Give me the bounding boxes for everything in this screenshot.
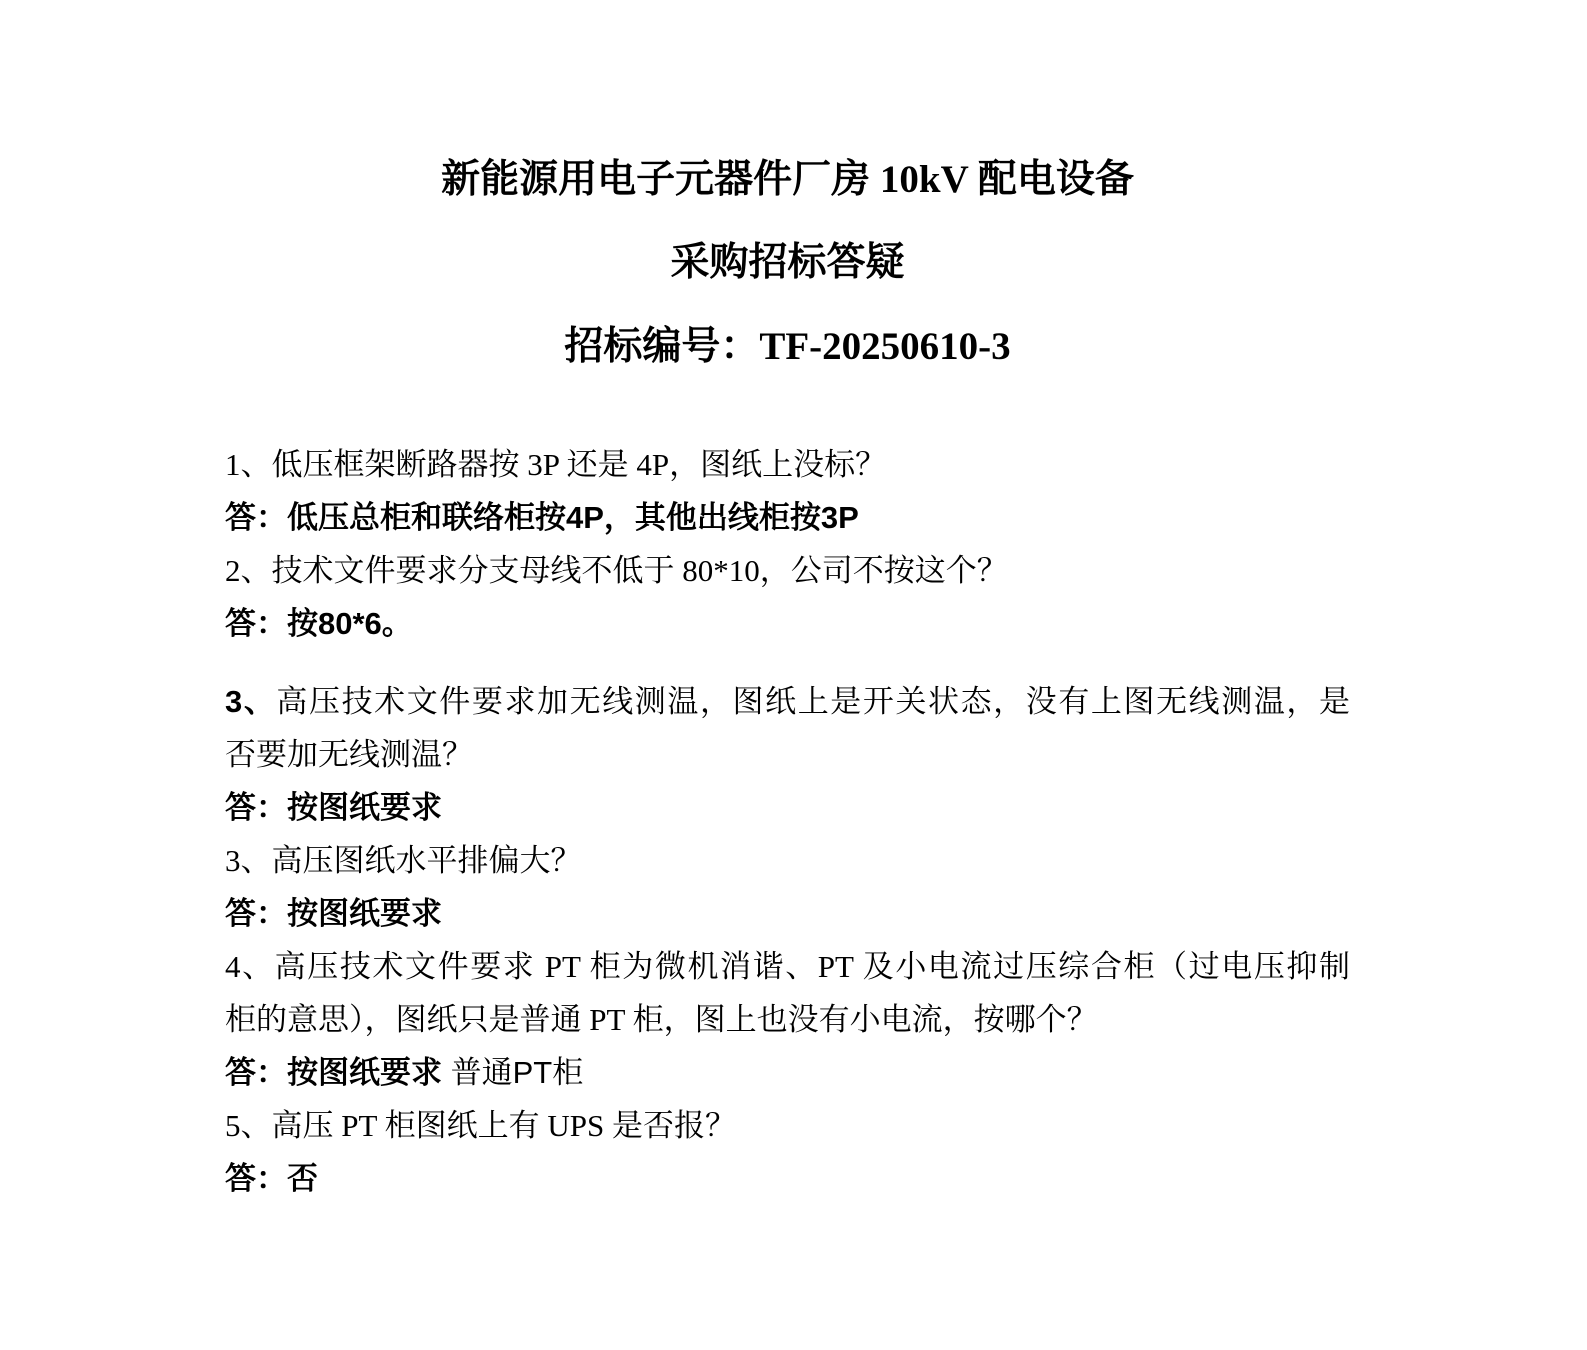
qa-text-segment: 否要加无线测温？ (225, 737, 473, 772)
qa-line (225, 993, 1350, 1046)
qa-text-segment: 答：低压总柜和联络柜按4P，其他出线柜按3P (225, 500, 859, 535)
qa-line (225, 438, 1350, 491)
qa-text-segment: 普通PT柜 (442, 1055, 584, 1090)
qa-line (225, 940, 1350, 993)
qa-line (225, 597, 1350, 650)
qa-text-segment: 4、高压技术文件要求 PT 柜为微机消谐、PT 及小电流过压综合柜（过电压抑制 (225, 949, 1350, 984)
qa-line (225, 834, 1350, 887)
qa-text-segment: 3、 (225, 684, 277, 719)
qa-text-segment: 2、技术文件要求分支母线不低于 80*10，公司不按这个？ (225, 553, 1008, 588)
bid-number: 招标编号：TF-20250610-3 (564, 325, 1011, 368)
qa-text-segment: 答：否 (225, 1161, 318, 1196)
qa-line (225, 781, 1350, 834)
document-subtitle: 采购招标答疑 (670, 241, 905, 284)
qa-line (225, 544, 1350, 597)
qa-text-segment: 答：按80*6。 (225, 606, 413, 641)
qa-line (225, 675, 1350, 728)
qa-line (225, 887, 1350, 940)
qa-text-segment: 答：按图纸要求 (225, 896, 442, 931)
qa-text-segment: 答：按图纸要求 (225, 1055, 442, 1090)
qa-line (225, 1099, 1350, 1152)
qa-line (225, 1152, 1350, 1205)
document-title: 新能源用电子元器件厂房 10kV 配电设备 (441, 158, 1134, 201)
qa-line (225, 491, 1350, 544)
qa-text-segment: 5、高压 PT 柜图纸上有 UPS 是否报？ (225, 1108, 736, 1143)
qa-text-segment: 3、高压图纸水平排偏大？ (225, 843, 582, 878)
qa-section (225, 438, 1350, 1205)
qa-line (225, 728, 1350, 781)
paragraph-spacer (225, 650, 1350, 675)
qa-line (225, 1046, 1350, 1099)
qa-text-segment: 1、低压框架断路器按 3P 还是 4P，图纸上没标？ (225, 447, 887, 482)
qa-text-segment: 答：按图纸要求 (225, 790, 442, 825)
qa-text-segment: 高压技术文件要求加无线测温，图纸上是开关状态，没有上图无线测温，是 (276, 684, 1350, 719)
qa-text-segment: 柜的意思），图纸只是普通 PT 柜，图上也没有小电流，按哪个？ (225, 1002, 1098, 1037)
